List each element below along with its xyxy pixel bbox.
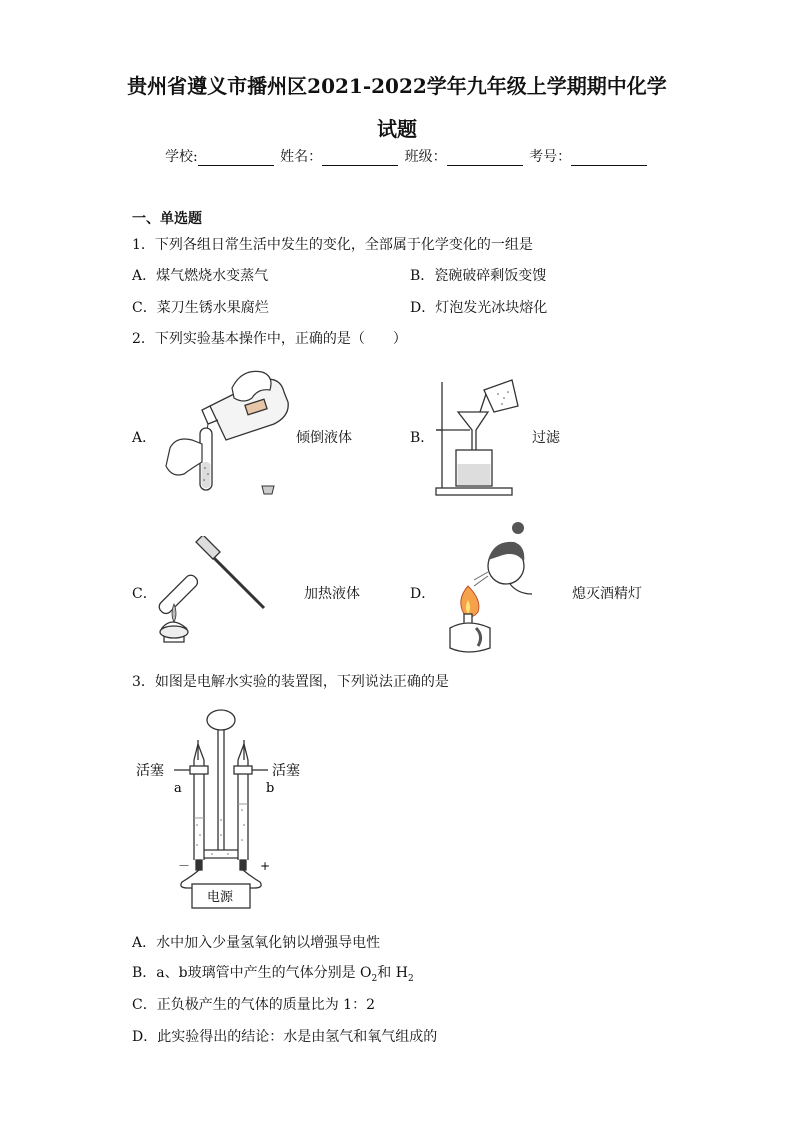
tube-a-label: a xyxy=(174,781,182,796)
class-label: 班级： xyxy=(404,149,447,165)
q2-option-c-text: 加热液体 xyxy=(304,586,360,602)
school-label: 学校: xyxy=(165,149,198,165)
page-title-cont: 试题 xyxy=(377,117,417,141)
q2-option-c-letter[interactable]: C． xyxy=(132,586,157,602)
valve-label-left: 活塞 xyxy=(136,763,164,779)
q3-stem: 3．如图是电解水实验的装置图，下列说法正确的是 xyxy=(132,674,449,690)
class-blank[interactable] xyxy=(447,151,523,166)
q1-option-a[interactable]: A．煤气燃烧水变蒸气 xyxy=(132,268,269,284)
heat-liquid-illustration xyxy=(152,536,272,646)
student-info-line xyxy=(165,146,649,166)
page-title: 贵州省遵义市播州区2021-2022学年九年级上学期期中化学 xyxy=(127,74,667,98)
q3-option-a[interactable]: A．水中加入少量氢氧化钠以增强导电性 xyxy=(132,935,381,951)
exam-no-label: 考号： xyxy=(529,149,572,165)
section-heading: 一、单选题 xyxy=(132,211,202,227)
q1-option-b[interactable]: B．瓷碗破碎剩饭变馊 xyxy=(410,268,547,284)
q2-option-b-letter[interactable]: B． xyxy=(410,430,435,446)
valve-label-right: 活塞 xyxy=(272,763,300,779)
q3-option-b-mid: 和 H xyxy=(377,965,408,981)
q1-stem: 1．下列各组日常生活中发生的变化，全部属于化学变化的一组是 xyxy=(132,237,533,253)
q2-option-a-letter[interactable]: A． xyxy=(132,430,157,446)
power-label: 电源 xyxy=(207,890,234,905)
extinguish-lamp-illustration xyxy=(440,516,550,658)
electrolysis-apparatus-diagram xyxy=(132,700,312,916)
school-blank[interactable] xyxy=(198,151,274,166)
q3-option-b-pre: B．a、b玻璃管中产生的气体分别是 O xyxy=(132,965,372,981)
q1-option-c[interactable]: C．菜刀生锈水果腐烂 xyxy=(132,300,269,316)
name-label: 姓名： xyxy=(280,149,323,165)
name-blank[interactable] xyxy=(322,151,398,166)
q3-option-d[interactable]: D．此实验得出的结论：水是由氢气和氧气组成的 xyxy=(132,1029,438,1045)
q3-option-b[interactable] xyxy=(132,962,414,984)
q2-option-a-text: 倾倒液体 xyxy=(296,430,352,446)
filtration-illustration xyxy=(432,372,532,498)
minus-label: － xyxy=(178,859,191,873)
q2-option-d-text: 熄灭酒精灯 xyxy=(572,586,642,602)
pour-liquid-illustration xyxy=(162,358,297,498)
tube-b-label: b xyxy=(266,781,275,796)
exam-no-blank[interactable] xyxy=(571,151,647,166)
q1-option-d[interactable]: D．灯泡发光冰块熔化 xyxy=(410,300,548,316)
plus-label: + xyxy=(260,859,271,873)
q2-option-b-text: 过滤 xyxy=(532,430,560,446)
q2-stem: 2．下列实验基本操作中，正确的是（ ） xyxy=(132,331,407,347)
q2-option-d-letter[interactable]: D． xyxy=(410,586,436,602)
q3-option-c[interactable]: C．正负极产生的气体的质量比为 1：2 xyxy=(132,997,375,1013)
q3-option-b-sub1: 2 xyxy=(371,973,378,984)
q3-option-b-sub2: 2 xyxy=(407,973,414,984)
